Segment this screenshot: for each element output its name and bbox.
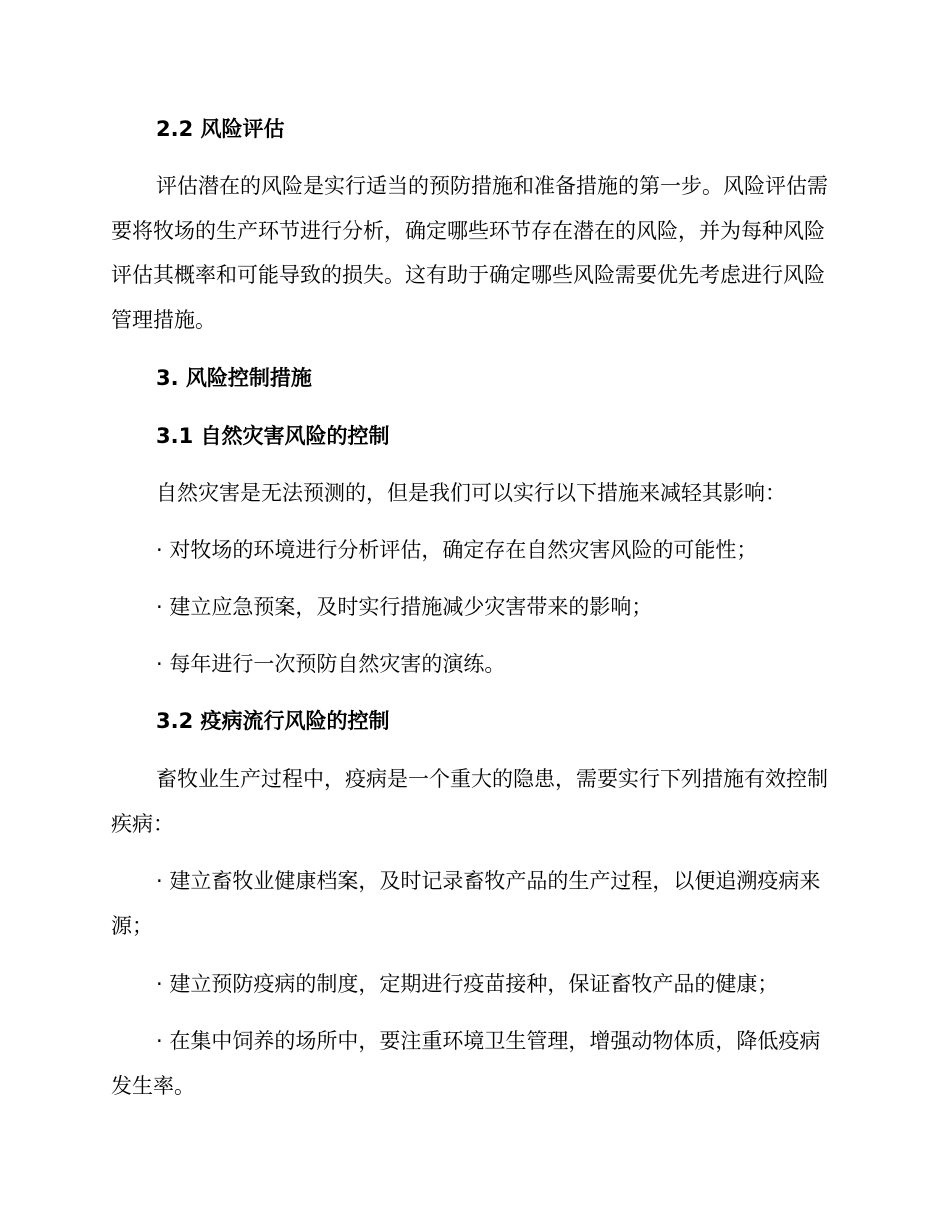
bullet-item: · 在集中饲养的场所中，要注重环境卫生管理，增强动物体质，降低疫病发生率。 bbox=[111, 1029, 821, 1098]
section-heading-3-2: 3.2 疫病流行风险的控制 bbox=[156, 709, 390, 733]
bullet-item: · 建立预防疫病的制度，定期进行疫苗接种，保证畜牧产品的健康； bbox=[156, 972, 779, 996]
bullet-item: · 建立应急预案，及时实行措施减少灾害带来的影响； bbox=[156, 595, 653, 619]
epidemic-intro: 畜牧业生产过程中，疫病是一个重大的隐患，需要实行下列措施有效控制疾病： bbox=[111, 767, 828, 836]
section-heading-3: 3. 风险控制措施 bbox=[156, 366, 312, 390]
natural-disaster-intro: 自然灾害是无法预测的，但是我们可以实行以下措施来减轻其影响： bbox=[156, 481, 786, 505]
risk-assessment-paragraph: 评估潜在的风险是实行适当的预防措施和准备措施的第一步。风险评估需要将牧场的生产环节进行分析，确定哪些环节存在潜在的风险，并为每种风险评估其概率和可能导致的损失。这有助于确定哪些风险需要优先考虑进行风险管理措施。 bbox=[111, 174, 828, 332]
bullet-item: · 每年进行一次预防自然灾害的演练。 bbox=[156, 652, 506, 676]
bullet-item: · 建立畜牧业健康档案，及时记录畜牧产品的生产过程，以便追溯疫病来源； bbox=[111, 869, 821, 938]
section-heading-2-2: 2.2 风险评估 bbox=[156, 117, 285, 141]
section-heading-3-1: 3.1 自然灾害风险的控制 bbox=[156, 424, 390, 448]
bullet-item: · 对牧场的环境进行分析评估，确定存在自然灾害风险的可能性； bbox=[156, 538, 758, 562]
